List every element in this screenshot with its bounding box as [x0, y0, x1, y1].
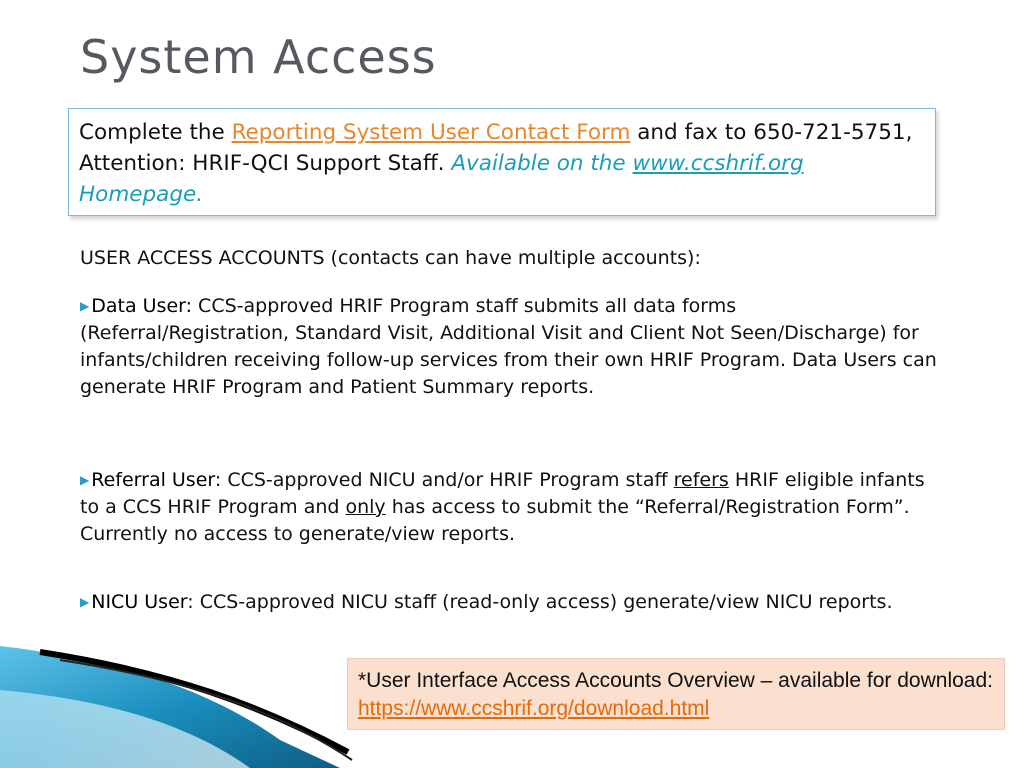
bullet-arrow-icon: ▶ [80, 299, 90, 313]
callout-text-fax: and fax to 650-721-5751, Attention: HRIF-QCI Support Staff. [79, 120, 913, 176]
list-item-nicu-user [80, 589, 940, 616]
bullet-arrow-icon: ▶ [80, 473, 90, 487]
referral-user-text-b: HRIF eligible infants to a CCS HRIF Program and [80, 469, 925, 518]
referral-user-emphasis-only: only [345, 496, 386, 518]
download-link[interactable]: https://www.ccshrif.org/download.html [358, 697, 710, 720]
referral-user-emphasis-refers: refers [673, 469, 729, 491]
slide-title: System Access [80, 30, 437, 84]
footnote-text: *User Interface Access Accounts Overview – available for download: [358, 669, 993, 692]
instruction-callout-box [68, 108, 936, 216]
referral-user-text-a: CCS-approved NICU and/or HRIF Program staff [221, 469, 674, 491]
website-link[interactable]: www.ccshrif.org [632, 151, 804, 176]
referral-user-colon: : [214, 469, 222, 491]
callout-homepage-text: Homepage. [79, 182, 204, 207]
callout-text-intro: Complete the [79, 120, 232, 145]
data-user-term: Data User: [91, 295, 193, 317]
referral-user-text-c: has access to submit the “Referral/Registration Form”. Currently no access to generate/view reports. [80, 496, 910, 545]
nicu-user-description: CCS-approved NICU staff (read-only access) generate/view NICU reports. [193, 591, 893, 613]
bullet-arrow-icon: ▶ [80, 595, 90, 609]
list-item-referral-user [80, 467, 940, 548]
list-item-data-user [80, 293, 940, 401]
accounts-heading-label: USER ACCESS ACCOUNTS [80, 247, 325, 269]
download-footnote-box [347, 658, 1005, 730]
referral-user-term: Referral User [91, 469, 215, 491]
data-user-description: CCS-approved HRIF Program staff submits all data forms (Referral/Registration, Standard Visit, Additional Visit and Client Not Seen/Discharge) for infants/children receiving follow-up services from their own HRIF Program. Data Users can generate HRIF Program and Patient Summary reports. [80, 295, 937, 398]
accounts-heading [80, 245, 701, 271]
callout-available-text: Available on the [451, 151, 633, 176]
nicu-user-colon: : [187, 591, 194, 613]
contact-form-link[interactable]: Reporting System User Contact Form [231, 120, 631, 145]
accounts-heading-note: (contacts can have multiple accounts): [324, 247, 701, 269]
nicu-user-term: NICU User [91, 591, 188, 613]
